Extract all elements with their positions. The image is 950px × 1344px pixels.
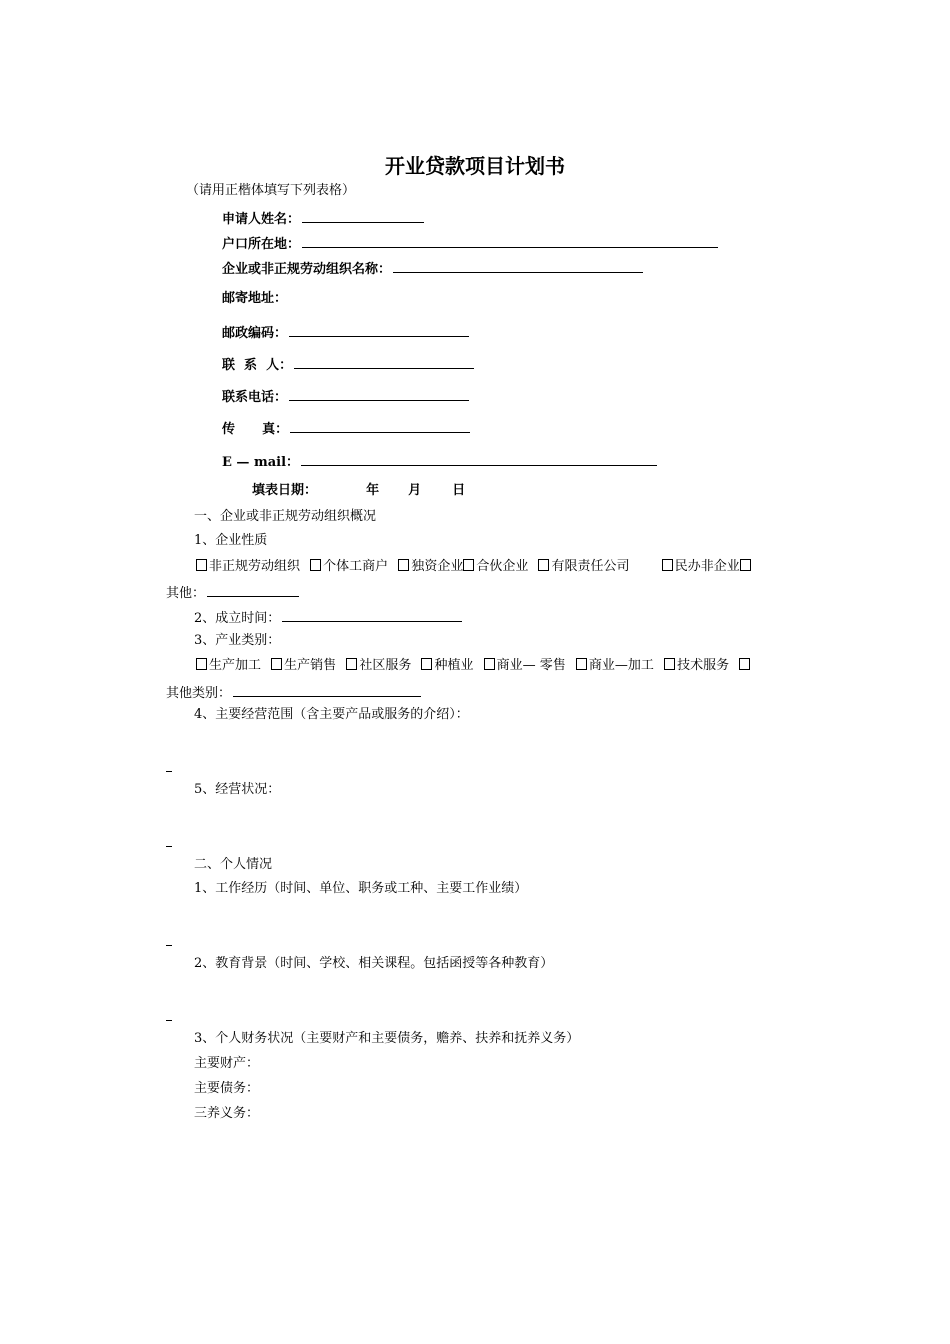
contact-label: 联 系 人： [222, 358, 293, 373]
contact-field[interactable] [294, 356, 474, 369]
nature-option[interactable]: 合伙企业 [463, 559, 528, 574]
nature-option[interactable]: 独资企业 [398, 559, 463, 574]
nature-label: 1、企业性质 [194, 533, 268, 548]
separator-dash [166, 771, 172, 772]
subtitle-note: （请用正楷体填写下列表格） [186, 183, 356, 198]
checkbox[interactable] [398, 559, 409, 571]
org-name-row [222, 260, 643, 276]
founded-row [194, 609, 462, 625]
checkbox[interactable] [196, 658, 207, 670]
email-label: E — mail： [222, 455, 300, 470]
postcode-row [222, 324, 469, 340]
applicant-name-row [222, 210, 424, 226]
postcode-field[interactable] [289, 324, 469, 337]
applicant-name-label: 申请人姓名： [222, 212, 301, 227]
industry-other-field[interactable] [233, 684, 421, 697]
separator-dash [166, 1020, 172, 1021]
org-name-label: 企业或非正规劳动组织名称： [222, 262, 392, 277]
fax-field[interactable] [290, 420, 470, 433]
nature-other-row [166, 584, 299, 600]
education-label: 2、教育背景（时间、学校、相关课程。包括函授等各种教育） [194, 956, 554, 971]
postcode-label: 邮政编码： [222, 326, 288, 341]
checkbox[interactable] [346, 658, 357, 670]
industry-other-label: 其他类别： [166, 686, 232, 701]
industry-option[interactable]: 商业— 零售 [484, 658, 566, 673]
debts-label: 主要债务： [194, 1081, 260, 1096]
status-label: 5、经营状况： [194, 782, 281, 797]
nature-option[interactable]: 个体工商户 [310, 559, 388, 574]
industry-other-row [166, 684, 421, 700]
section2-heading: 二、个人情况 [194, 857, 273, 872]
contact-row [222, 356, 474, 372]
scope-label: 4、主要经营范围（含主要产品或服务的介绍）： [194, 707, 469, 722]
nature-options [196, 559, 753, 573]
fax-row [222, 420, 470, 436]
industry-option[interactable]: 生产加工 [196, 658, 261, 673]
checkbox[interactable] [739, 658, 750, 670]
hukou-field[interactable] [302, 235, 718, 248]
phone-row [222, 388, 469, 404]
date-year: 年 [366, 483, 380, 498]
date-row [252, 484, 465, 497]
industry-option[interactable]: 种植业 [421, 658, 473, 673]
checkbox[interactable] [271, 658, 282, 670]
industry-option[interactable]: 商业—加工 [576, 658, 654, 673]
assets-label: 主要财产： [194, 1056, 260, 1071]
nature-other-label: 其他： [166, 586, 206, 601]
phone-label: 联系电话： [222, 390, 288, 405]
date-label: 填表日期： [252, 483, 318, 498]
date-month: 月 [408, 483, 422, 498]
nature-other-field[interactable] [207, 584, 299, 597]
address-label: 邮寄地址： [222, 291, 288, 306]
nature-option[interactable]: 民办非企业 [662, 559, 740, 574]
hukou-label: 户口所在地： [222, 237, 301, 252]
industry-label: 3、产业类别： [194, 633, 281, 648]
industry-option[interactable]: 生产销售 [271, 658, 336, 673]
checkbox[interactable] [463, 559, 474, 571]
nature-option[interactable]: 有限责任公司 [538, 559, 629, 574]
org-name-field[interactable] [393, 260, 643, 273]
checkbox[interactable] [664, 658, 675, 670]
industry-options [196, 658, 752, 672]
hukou-row [222, 235, 718, 251]
industry-option[interactable]: 技术服务 [664, 658, 729, 673]
founded-label: 2、成立时间： [194, 611, 281, 626]
phone-field[interactable] [289, 388, 469, 401]
checkbox[interactable] [484, 658, 495, 670]
nature-option[interactable]: 非正规劳动组织 [196, 559, 300, 574]
founded-field[interactable] [282, 609, 462, 622]
finance-label: 3、个人财务状况（主要财产和主要债务，赡养、扶养和抚养义务） [194, 1031, 580, 1046]
email-field[interactable] [301, 453, 657, 466]
applicant-name-field[interactable] [302, 210, 424, 223]
checkbox[interactable] [310, 559, 321, 571]
separator-dash [166, 945, 172, 946]
industry-option[interactable]: 社区服务 [346, 658, 411, 673]
section1-heading: 一、企业或非正规劳动组织概况 [194, 509, 377, 524]
date-day: 日 [452, 483, 466, 498]
checkbox[interactable] [740, 559, 751, 571]
obligations-label: 三养义务： [194, 1106, 260, 1121]
checkbox[interactable] [662, 559, 673, 571]
checkbox[interactable] [421, 658, 432, 670]
checkbox[interactable] [576, 658, 587, 670]
document-title: 开业贷款项目计划书 [385, 154, 565, 178]
separator-dash [166, 846, 172, 847]
checkbox[interactable] [196, 559, 207, 571]
email-row [222, 453, 657, 469]
work-label: 1、工作经历（时间、单位、职务或工种、主要工作业绩） [194, 881, 528, 896]
fax-label: 传 真： [222, 422, 289, 437]
checkbox[interactable] [538, 559, 549, 571]
